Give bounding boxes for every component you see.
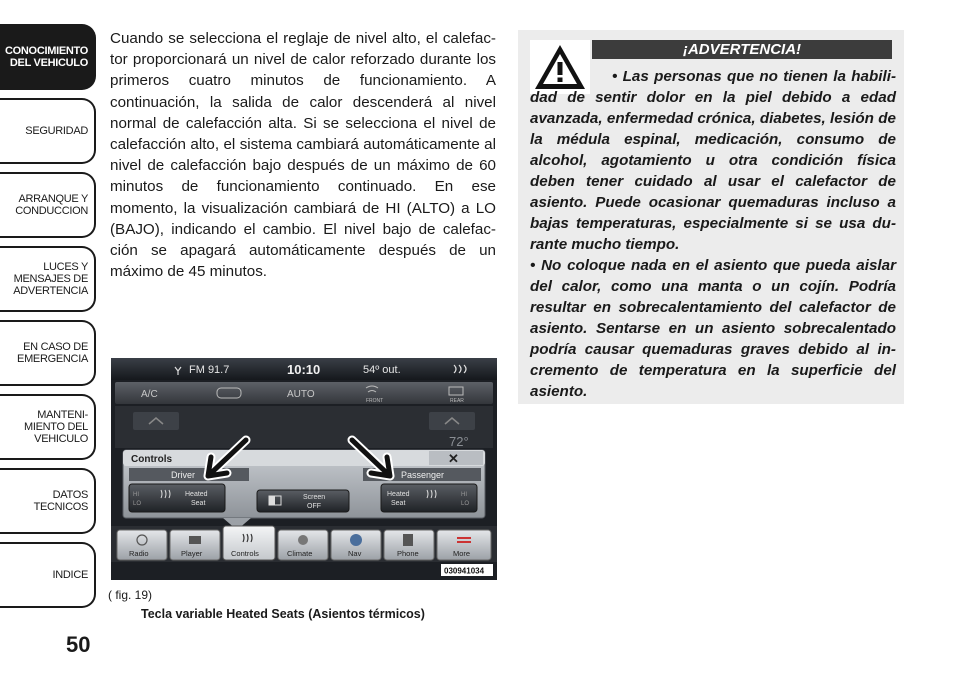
passenger-heated-line1: Heated — [387, 491, 410, 498]
passenger-heated-seat-button[interactable] — [381, 484, 477, 512]
heated-seats-screen-figure — [111, 358, 497, 580]
phone-icon — [403, 534, 413, 546]
screen-off-line2: OFF — [307, 503, 321, 510]
passenger-lo-label: LO — [461, 501, 470, 507]
player-icon — [189, 536, 201, 544]
warning-item-2: • No coloque nada en el asiento que pueda aislar del calor, como una manta o un cojín. Podría resultar en sobrecalentamiento del calefactor de asiento. Sentarse en un asiento sobrecalentado podría causar quemaduras graves debido al in- cremento de temperatura en la superficie del asiento. — [530, 257, 896, 400]
touchscreen-illustration — [111, 358, 497, 580]
driver-label: Driver — [171, 470, 195, 480]
screen-off-line1: Screen — [303, 494, 326, 501]
driver-heated-line2: Seat — [191, 500, 206, 507]
passenger-heated-line2: Seat — [391, 500, 406, 507]
driver-heated-seat-button[interactable] — [129, 484, 225, 512]
status-outside-temp: 54º out. — [363, 364, 401, 376]
tab-arranque-y-conduccion[interactable]: ARRANQUE Y CONDUCCION — [0, 172, 96, 238]
passenger-hi-label: HI — [461, 492, 467, 498]
nav-more-label: More — [453, 549, 471, 558]
page-number: 50 — [66, 632, 91, 657]
warning-box — [518, 30, 904, 404]
figure-caption-label: ( fig. 19) — [108, 588, 153, 602]
warning-item-1: • Las personas que no tienen la habili- dad de sentir dolor en la piel debido a edad avanzada, enfermedad crónica, diabetes, lesión de la médula espinal, medicación, consumo de alcohol, agotamiento u otra condición física deben tener cuidado al usar el calefactor de asiento. Puede ocasionar quemaduras incluso a bajas temperaturas, especialmente si se usa du- rante mucho tiempo. — [530, 68, 896, 253]
driver-lo-label: LO — [133, 501, 142, 507]
status-radio: FM 91.7 — [189, 364, 230, 376]
tab-seguridad[interactable]: SEGURIDAD — [0, 98, 96, 164]
warning-body — [530, 66, 896, 402]
tab-indice[interactable]: INDICE — [0, 542, 96, 608]
passenger-temp: 72° — [449, 434, 469, 449]
tab-luces-y-mensajes[interactable]: LUCES Y MENSAJES DE ADVERTENCIA — [0, 246, 96, 312]
tab-datos-tecnicos[interactable]: DATOS TECNICOS — [0, 468, 96, 534]
climate-icon — [298, 535, 308, 545]
image-code: 030941034 — [444, 566, 485, 576]
driver-heated-line1: Heated — [185, 491, 208, 498]
body-paragraph: Cuando se selecciona el reglaje de nivel alto, el calefac- tor proporcionará un nivel de calor reforzado durante los primeros cuatro minutos de funcionamiento. A continuación, la salida de calor descenderá al nivel normal de calefacción alta. Si se selecciona el nivel de calefacción alto, el sistema cambiará automáticamente al nivel de calefacción bajo después de un máximo de 60 minutos de funcionamiento continuado. En ese momento, la visualización cambiará de HI (ALTO) a LO (BAJO), indicando el cambio. El nivel bajo de calefac- ción se apagará automáticamente después de un máximo de 45 minutos. — [110, 30, 496, 281]
controls-title: Controls — [131, 454, 173, 465]
rear-defrost-label: REAR — [450, 398, 464, 404]
status-clock: 10:10 — [287, 362, 321, 377]
nav-climate-label: Climate — [287, 549, 313, 558]
close-icon[interactable]: ✕ — [448, 451, 459, 466]
nav-nav-label: Nav — [348, 549, 362, 558]
front-defrost-label: FRONT — [366, 398, 384, 404]
driver-hi-label: HI — [133, 492, 139, 498]
nav-globe-icon — [350, 534, 362, 546]
warning-title: ¡ADVERTENCIA! — [592, 40, 892, 59]
passenger-label: Passenger — [401, 470, 445, 480]
auto-button[interactable]: AUTO — [287, 389, 315, 400]
nav-player-label: Player — [181, 549, 203, 558]
figure-caption-text: Tecla variable Heated Seats (Asientos térmicos) — [141, 607, 425, 621]
tab-en-caso-de-emergencia[interactable]: EN CASO DE EMERGENCIA — [0, 320, 96, 386]
nav-radio-label: Radio — [129, 549, 149, 558]
tab-mantenimiento[interactable]: MANTENI- MIENTO DEL VEHICULO — [0, 394, 96, 460]
ac-button[interactable]: A/C — [141, 389, 158, 400]
tab-conocimiento-del-vehiculo[interactable]: CONOCIMIENTO DEL VEHICULO — [0, 24, 96, 90]
nav-phone-label: Phone — [397, 549, 419, 558]
nav-controls-label: Controls — [231, 549, 259, 558]
